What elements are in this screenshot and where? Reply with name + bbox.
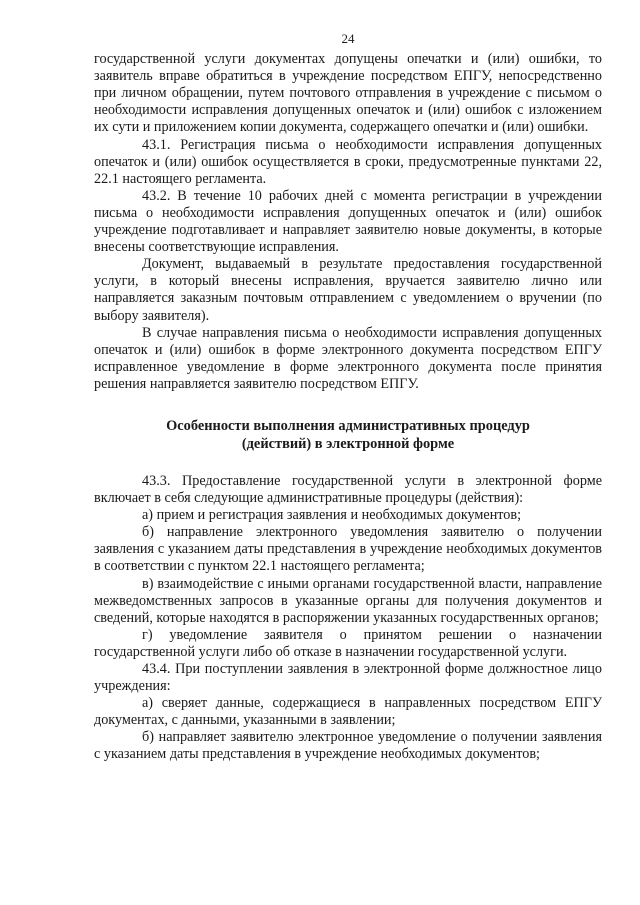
paragraph-top-2: 43.2. В течение 10 рабочих дней с момента регистрации в учреждении письма о необходимости исправления допущенных опечаток и (или) ошибок учреждение подготавливает и направляет заявителю новые документы, в которые внесены соответствующие исправления.	[94, 187, 602, 256]
section-heading-line-1: Особенности выполнения административных процедур	[166, 417, 530, 434]
section-heading	[94, 417, 602, 453]
document-page	[94, 30, 602, 764]
paragraph-top-0: государственной услуги документах допущены опечатки и (или) ошибки, то заявитель вправе обратиться в учреждение посредством ЕПГУ, непосредственно при личном обращении, путем почтового отправления в учреждение с письмом о необходимости исправления допущенных опечаток и (или) ошибок с изложением их сути и приложением копии документа, содержащего опечатки и (или) ошибки.	[94, 51, 602, 136]
paragraph-top-4: В случае направления письма о необходимости исправления допущенных опечаток и (или) ошибок в форме электронного документа посредством ЕПГУ исправленное уведомление в форме электронного документа после принятия решения направляется заявителю посредством ЕПГУ.	[94, 324, 602, 392]
list-item-b-1: б) направление электронного уведомления заявителю о получении заявления с указанием даты представления в учреждение необходимых документов в соответствии с пунктом 22.1 настоящего регламента;	[94, 524, 602, 575]
paragraph-bottom-5: 43.4. При поступлении заявления в электронной форме должностное лицо учреждения:	[94, 661, 602, 695]
page-number: 24	[341, 31, 355, 46]
paragraph-top-1: 43.1. Регистрация письма о необходимости исправления допущенных опечаток и (или) ошибок осуществляется в сроки, предусмотренные пунктами 22, 22.1 настоящего регламента.	[94, 136, 602, 187]
list-item-b-2: б) направляет заявителю электронное уведомление о получении заявления с указанием даты представления в учреждение необходимых документов;	[94, 729, 602, 763]
list-item-a-1: а) прием и регистрация заявления и необходимых документов;	[142, 507, 522, 524]
paragraph-bottom-0: 43.3. Предоставление государственной услуги в электронной форме включает в себя следующие административные процедуры (действия):	[94, 472, 602, 507]
list-item-v-1: в) взаимодействие с иными органами государственной власти, направление межведомственных запросов в указанные органы для получения документов и сведений, которые находятся в распоряжении указанных государственных органов;	[94, 575, 602, 626]
section-heading-line-2: (действий) в электронной форме	[241, 435, 455, 452]
list-item-a-2: а) сверяет данные, содержащиеся в направленных посредством ЕПГУ документах, с данными, указанными в заявлении;	[94, 695, 602, 729]
paragraph-top-3: Документ, выдаваемый в результате предоставления государственной услуги, в который внесены исправления, вручается заявителю лично или направляется заказным почтовым отправлением с уведомлением о вручении (по выбору заявителя).	[94, 256, 602, 324]
list-item-g-1: г) уведомление заявителя о принятом решении о назначении государственной услуги либо об отказе в назначении государственной услуги.	[94, 626, 602, 660]
